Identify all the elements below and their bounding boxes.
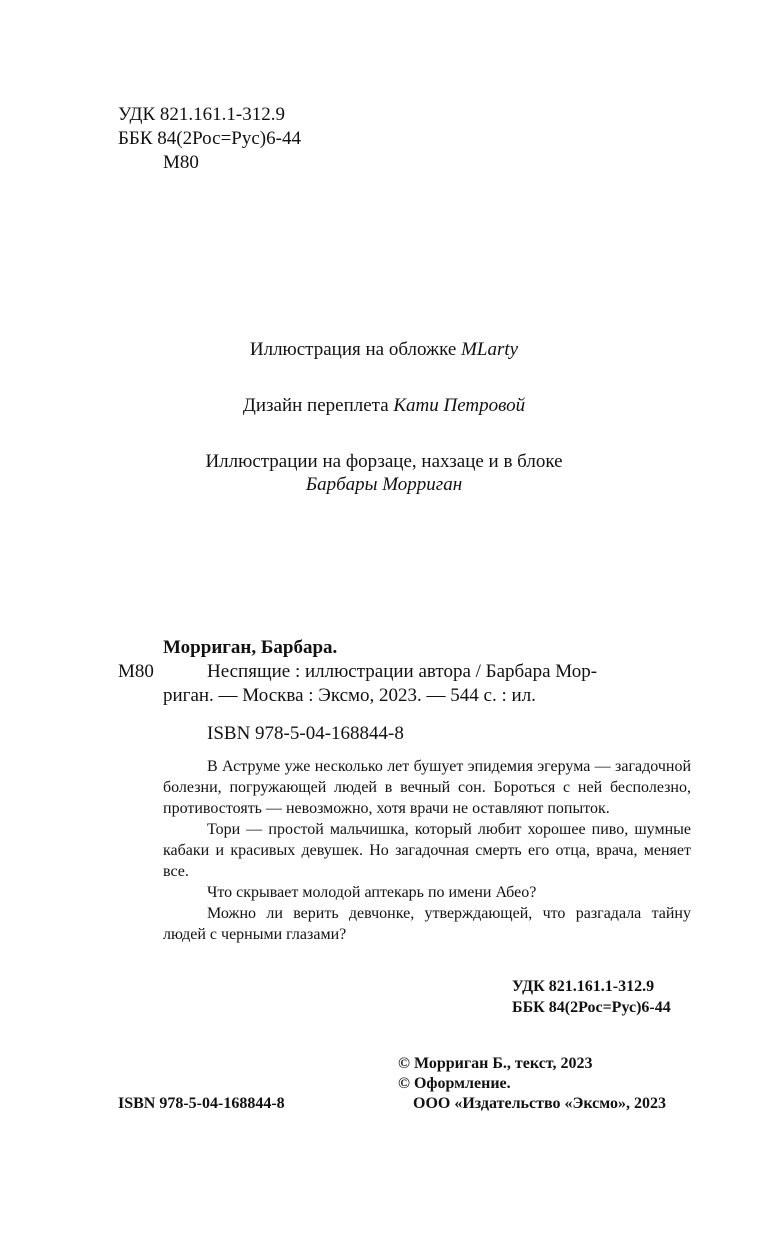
- isbn-bottom: ISBN 978-5-04-168844-8: [118, 1095, 285, 1112]
- inner-illustrations-name: Барбары Морриган: [305, 474, 463, 495]
- cover-credit-name: MLarty: [461, 339, 519, 360]
- cover-illustration-credit: [0, 338, 768, 361]
- binding-credit-label: Дизайн переплета: [242, 395, 394, 416]
- bibliography-line-1: Неспящие : иллюстрации автора / Барбара Мор-: [207, 661, 598, 682]
- udk-top: УДК 821.161.1-312.9: [118, 104, 285, 125]
- binding-credit-name: Кати Петровой: [393, 395, 526, 416]
- bibliography-line-2: риган. — Москва : Эксмо, 2023. — 544 с. : ил.: [163, 685, 536, 706]
- binding-design-credit: [0, 394, 768, 417]
- bbk-top: ББК 84(2Рос=Рус)6-44: [118, 128, 301, 149]
- inner-illustrations-label: Иллюстрации на форзаце, нахзаце и в блоке: [205, 451, 563, 472]
- annotation-paragraph-2: Тори — простой мальчишка, который любит хорошее пиво, шумные кабаки и красивых девушек. Но загадочная смерть его отца, врача, меняет все.: [163, 821, 691, 880]
- annotation: [163, 756, 691, 945]
- author-sign-top: М80: [163, 152, 199, 173]
- bibliography-author-sign: М80: [118, 661, 154, 682]
- annotation-paragraph-4: Можно ли верить девчонке, утверждающей, что разгадала тайну людей с черными глазами?: [163, 905, 691, 943]
- bbk-bottom: ББК 84(2Рос=Рус)6-44: [512, 999, 671, 1016]
- annotation-paragraph-3: Что скрывает молодой аптекарь по имени Абео?: [207, 884, 537, 901]
- copyright-design: © Оформление.: [398, 1075, 511, 1092]
- udk-bottom: УДК 821.161.1-312.9: [512, 978, 655, 995]
- copyright-publisher: ООО «Издательство «Эксмо», 2023: [413, 1095, 666, 1112]
- copyright-text: © Морриган Б., текст, 2023: [398, 1055, 593, 1072]
- bibliography-isbn: ISBN 978-5-04-168844-8: [207, 723, 404, 744]
- bibliography-author: Морриган, Барбара.: [163, 637, 338, 658]
- cover-credit-label: Иллюстрация на обложке: [249, 339, 462, 360]
- annotation-paragraph-1: В Аструме уже несколько лет бушует эпидемия эгерума — загадочной болезни, погружающей людей в вечный сон. Бороться с ней бесполезно, противостоять — невозможно, хотя врачи не оставляют попыток.: [163, 758, 691, 817]
